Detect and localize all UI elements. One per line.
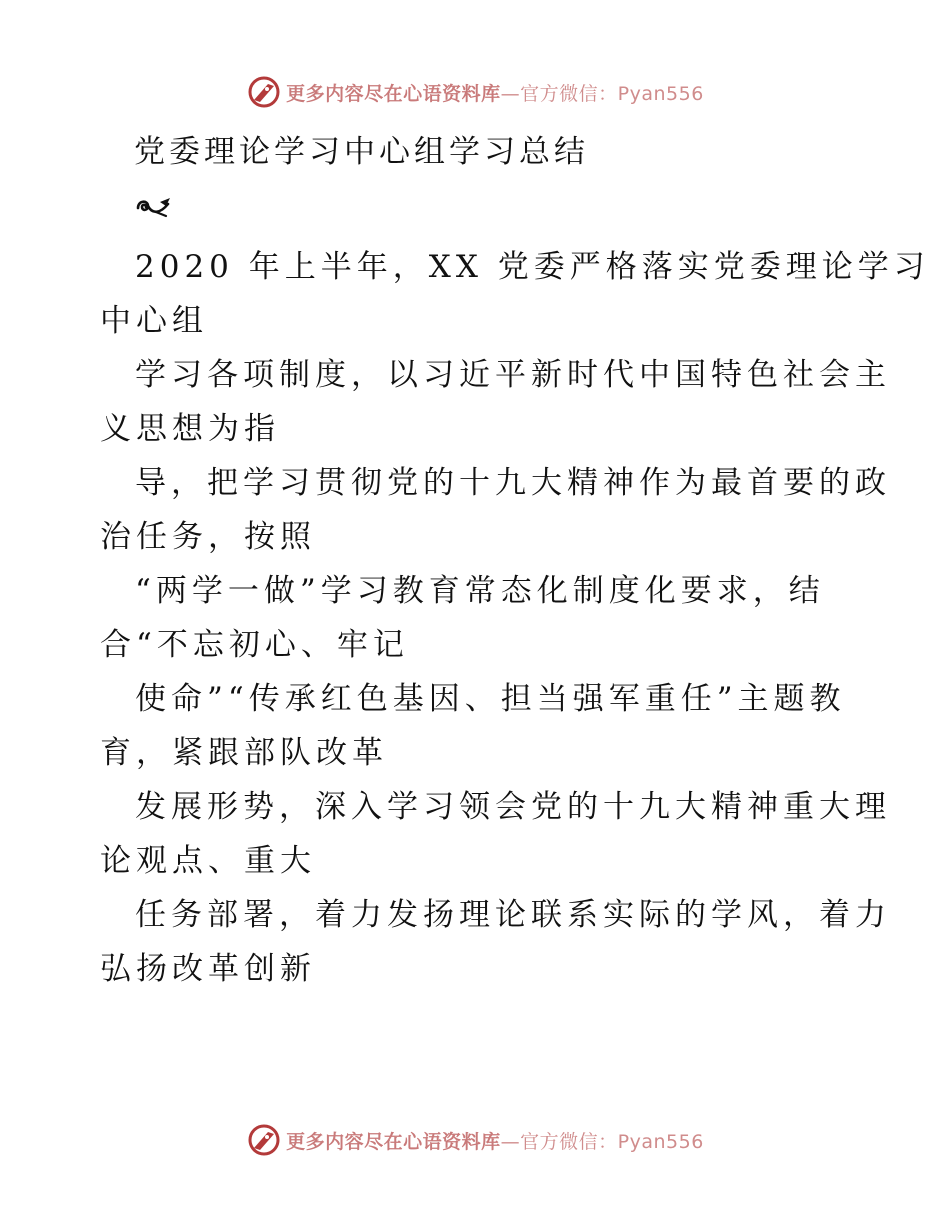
body-line: 2020 年上半年，XX 党委严格落实党委理论学习 [135,249,930,285]
pen-nib-circle-icon [246,74,282,110]
body-line: 导，把学习贯彻党的十九大精神作为最首要的政 [135,465,891,501]
body-line: 治任务，按照 [100,519,316,555]
pen-nib-circle-icon [246,1122,282,1158]
body-line: 中心组 [100,303,208,339]
body-line: “两学一做”学习教育常态化制度化要求，结 [135,573,825,609]
body-line: 弘扬改革创新 [100,951,316,987]
header-watermark [0,72,950,112]
document-title: 党委理论学习中心组学习总结 [134,134,589,170]
body-line: 使命”“传承红色基因、担当强军重任”主题教 [135,681,846,717]
watermark-text [286,79,704,106]
body-line: 发展形势，深入学习领会党的十九大精神重大理 [135,789,891,825]
body-line: 论观点、重大 [100,843,316,879]
body-line: 任务部署，着力发扬理论联系实际的学风，着力 [135,897,891,933]
body-line: 合“不忘初心、牢记 [100,627,409,663]
watermark-contact: —官方微信：Pyan556 [500,1130,704,1153]
body-line: 义思想为指 [100,411,280,447]
body-line: 育，紧跟部队改革 [100,735,388,771]
footer-watermark [0,1120,950,1160]
swirl-ornament-icon [134,194,174,222]
body-line: 学习各项制度，以习近平新时代中国特色社会主 [135,357,891,393]
document-body [100,240,930,996]
watermark-brand: 更多内容尽在心语资料库 [286,82,501,105]
watermark-contact: —官方微信：Pyan556 [500,82,704,105]
watermark-text [286,1127,704,1154]
watermark-brand: 更多内容尽在心语资料库 [286,1130,501,1153]
